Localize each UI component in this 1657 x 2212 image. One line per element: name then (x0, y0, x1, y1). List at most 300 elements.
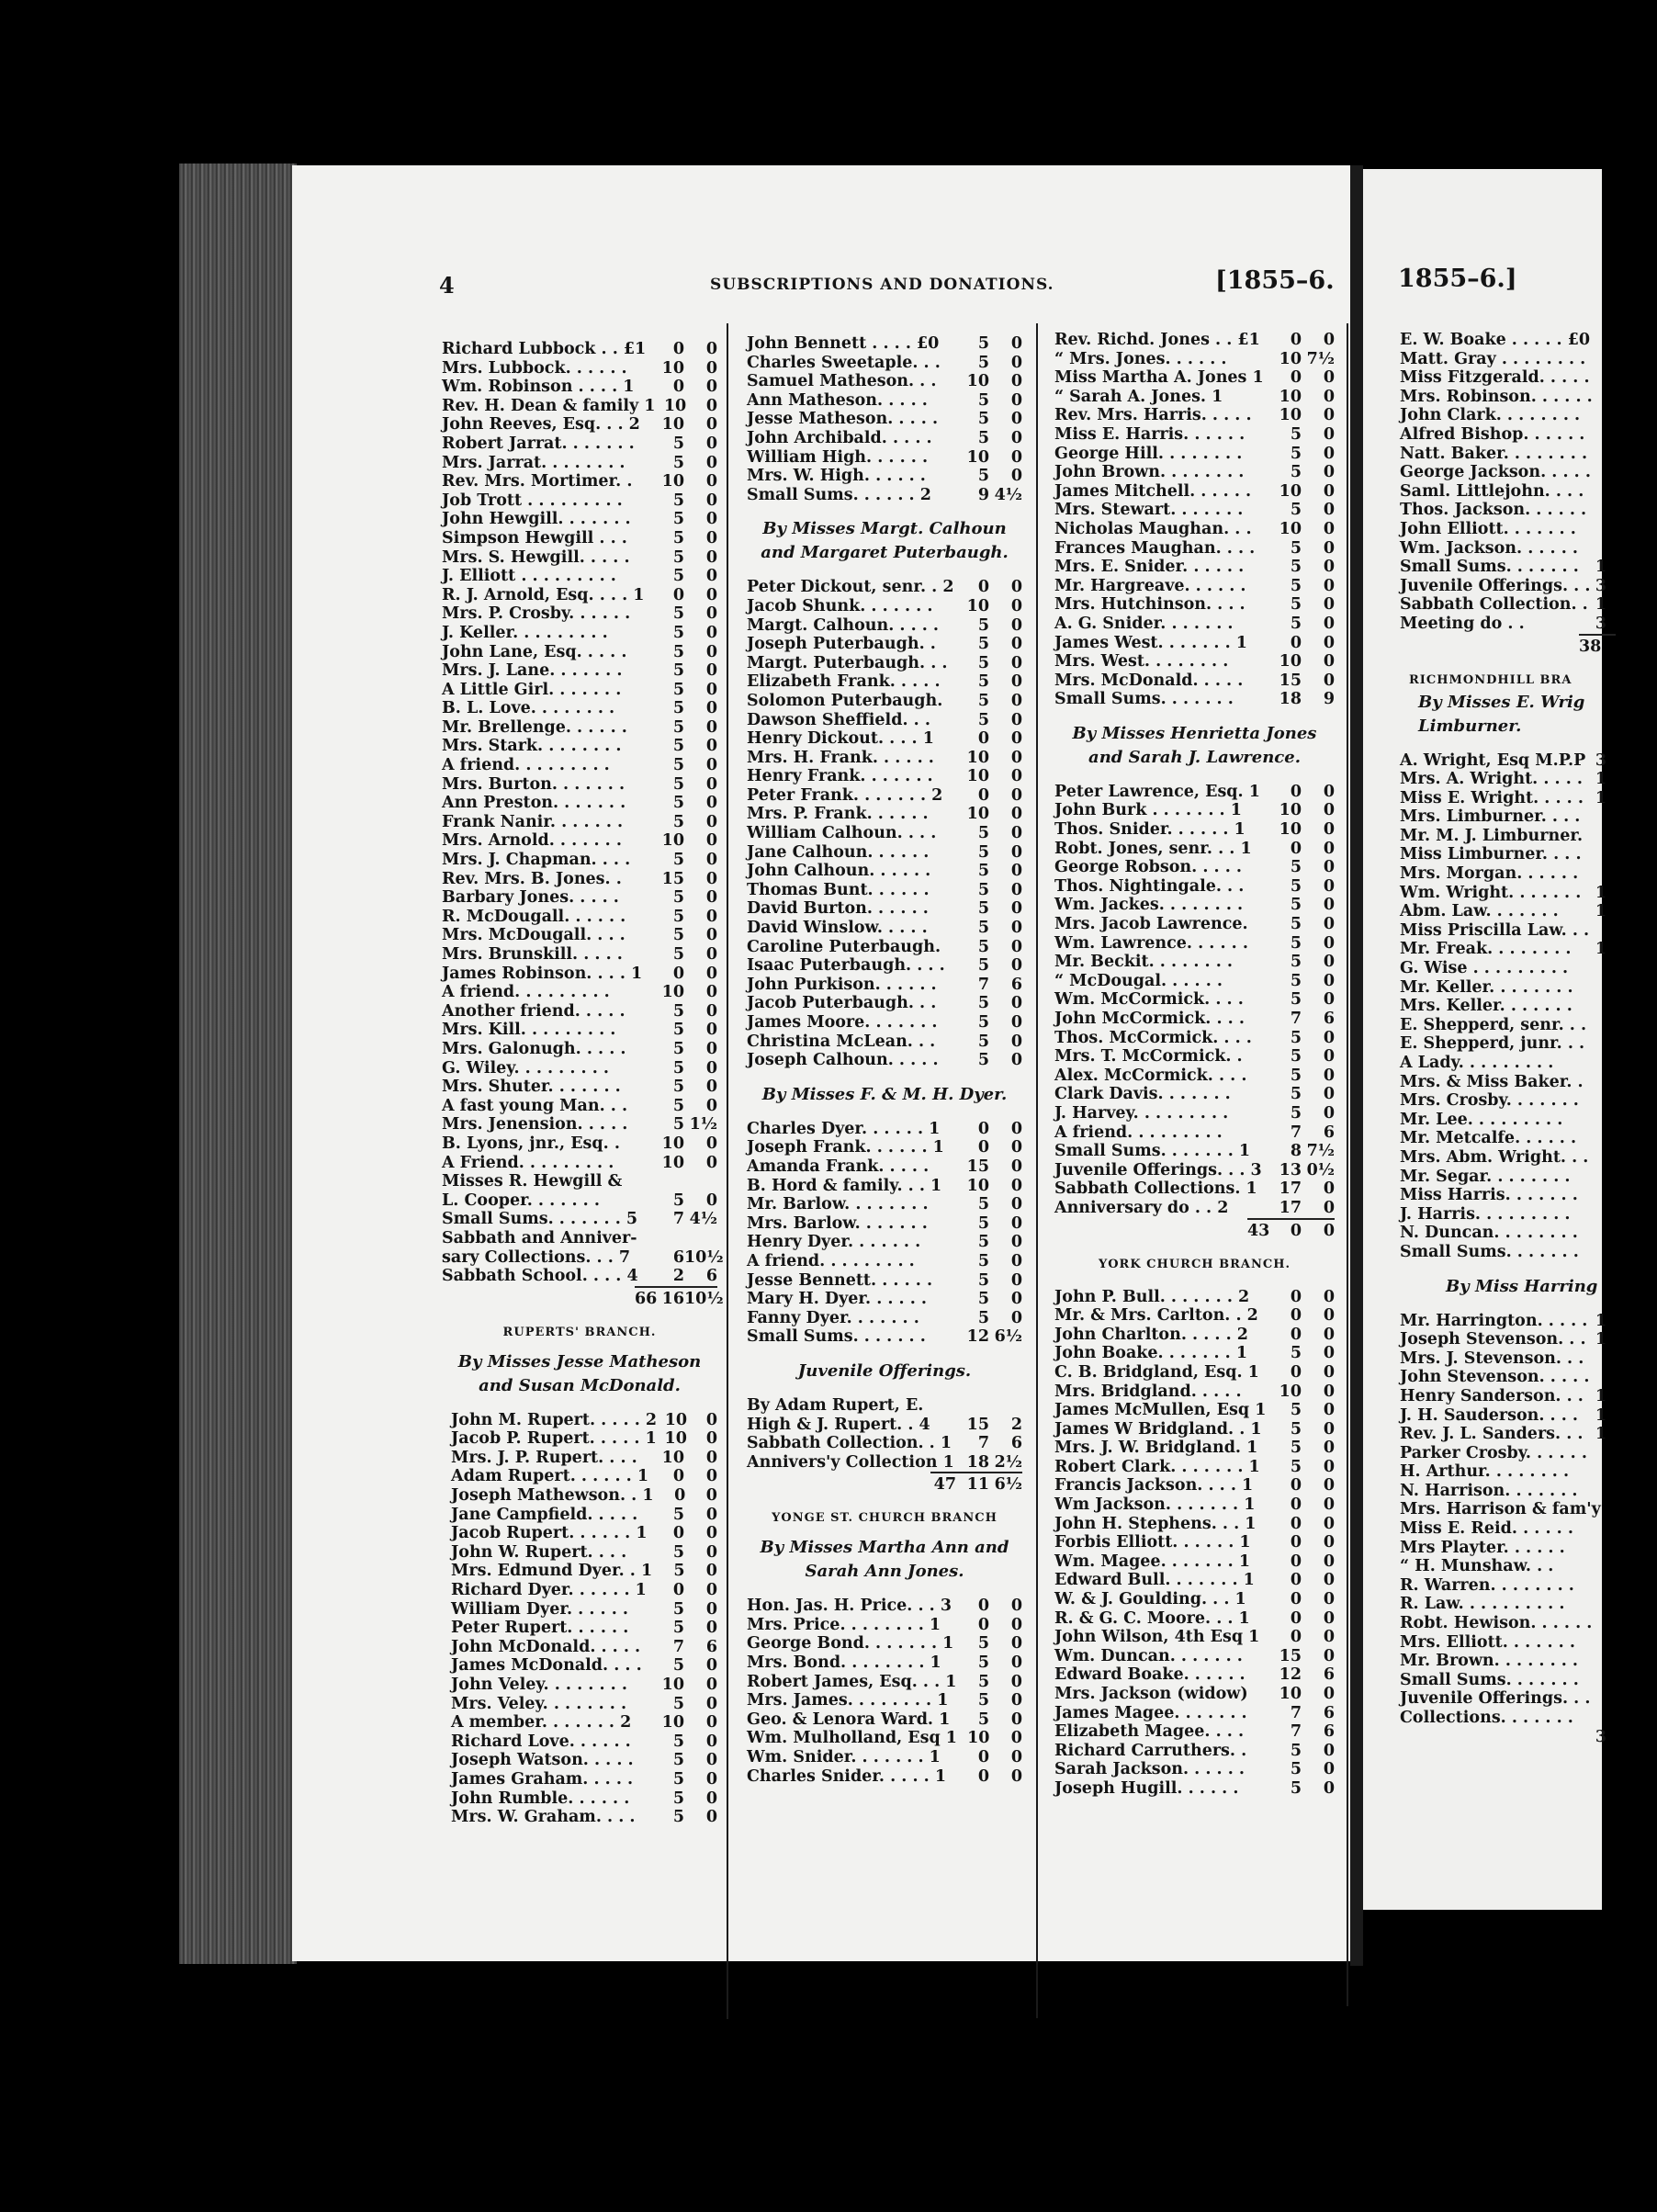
subscription-entry (442, 1191, 717, 1211)
subscription-entry (1400, 884, 1606, 903)
amount-shillings: 5 (1290, 990, 1302, 1010)
amount-shillings: 5 (672, 604, 684, 624)
subscription-entry (1054, 1476, 1335, 1495)
amount-pence: 0 (1323, 444, 1335, 463)
subscriber-name: Jane Calhoun. . . . . . (747, 842, 930, 862)
amount-shillings: 0 (672, 378, 684, 397)
amount-pence: 0 (705, 1467, 717, 1486)
amount-shillings: 5 (1290, 444, 1302, 463)
subscription-entry (1054, 1344, 1335, 1363)
subscription-entry (442, 359, 717, 378)
subscription-entry (1400, 331, 1606, 350)
subscriber-name: Mrs. Lubbock. . . . . . (442, 358, 627, 378)
subscriber-name: John McDonald. . . . . (451, 1637, 641, 1656)
amount-shillings: 5 (977, 956, 989, 976)
amount-shillings: 10 (1279, 481, 1302, 501)
amount-pence: 0 (1323, 1306, 1335, 1326)
subscription-entry (1054, 1552, 1335, 1572)
subscriber-name: Alfred Bishop. . . . . . (1400, 424, 1585, 444)
amount-pence: 0 (1010, 1710, 1022, 1729)
column-total: 66 16 10½ (635, 1286, 717, 1310)
amount-shillings: 10 (661, 1448, 684, 1467)
subscription-entry (442, 1229, 717, 1248)
amount-pence: 0 (1323, 538, 1335, 558)
subscriber-name: Mrs. Harrison & fam'y (1400, 1500, 1601, 1519)
amount-shillings: 5 (672, 1115, 684, 1134)
subscriber-name: James Graham. . . . . (451, 1769, 634, 1789)
subscription-entry (747, 578, 1022, 597)
amount-pence: 0 (705, 1713, 717, 1732)
subscription-entry (442, 415, 717, 434)
amount-pence: 0 (1010, 1195, 1022, 1214)
subscriber-name: Wm. Duncan. . . . . . . (1054, 1646, 1243, 1665)
amount-pence: 0 (705, 794, 717, 813)
column-1 (442, 340, 724, 1827)
amount-shillings: 10 (661, 1134, 684, 1153)
subscription-entry (747, 1691, 1022, 1710)
subscription-entry (747, 597, 1022, 616)
subscription-entry (442, 1059, 717, 1078)
subscriber-name: Mrs. Veley. . . . . . . . (451, 1694, 627, 1713)
subscriber-name: Mrs. Shuter. . . . . . . (442, 1078, 621, 1097)
subscriber-name: Ann Matheson. . . . . (747, 390, 928, 410)
subscriber-name: Mrs. Stark. . . . . . . . (442, 737, 622, 756)
amount-shillings: 5 (1290, 538, 1302, 558)
amount-shillings: 5 (977, 672, 989, 692)
subscription-entry (451, 1695, 717, 1714)
amount-pence: 0 (705, 1096, 717, 1115)
subscriber-name: John Archibald. . . . . (747, 428, 932, 447)
subscription-entry (442, 454, 717, 473)
amount-shillings: 5 (672, 510, 684, 529)
amount-pence: 0 (705, 737, 717, 756)
subscription-entry (442, 888, 717, 908)
subscriber-name: John Charlton. . . . . 2 (1054, 1325, 1248, 1344)
subscriber-name: B. Lyons, jnr., Esq. . (442, 1134, 620, 1153)
amount-shillings: 0 (1290, 1514, 1302, 1533)
column-total: 43 0 0 (1247, 1218, 1335, 1242)
amount-shillings: 15 (661, 869, 684, 888)
subscriber-name: Wm. Mulholland, Esq 1 (747, 1729, 957, 1748)
subscription-entry (1054, 1420, 1335, 1439)
subscriber-name: Annivers'y Collection 1 (747, 1452, 954, 1472)
amount-shillings: 5 (977, 1653, 989, 1673)
amount-pence: 0 (1323, 1590, 1335, 1609)
subscriber-name: J. Harris. . . . . . . . . (1400, 1204, 1571, 1224)
subscription-entry (1400, 978, 1606, 998)
subscription-entry (1054, 877, 1335, 897)
subscriber-name: Mrs. Elliott. . . . . . . (1400, 1632, 1575, 1652)
amount-shillings: 5 (672, 1078, 684, 1097)
subscription-entry (1054, 425, 1335, 445)
amount-shillings: 0 (1290, 1362, 1302, 1382)
subscription-entry (747, 749, 1022, 768)
subscriber-name: Mr. Segar. . . . . . . . (1400, 1167, 1571, 1186)
collectors-caption: By Misses F. & M. H. Dyer. (761, 1084, 1008, 1104)
subscriber-name: Small Sums. . . . . . . (1400, 1670, 1579, 1689)
subscriber-name: Matt. Gray . . . . . . . . (1400, 349, 1586, 368)
amount-shillings: 7 (672, 1637, 684, 1656)
subscriber-name: Mrs. Robinson. . . . . . (1400, 387, 1593, 406)
subscription-entry (1400, 406, 1606, 425)
subscription-entry (747, 1120, 1022, 1139)
subscription-entry (442, 529, 717, 548)
subscriber-name: B. Hord & family. . . 1 (747, 1176, 942, 1195)
amount-pence: 0 (1323, 1103, 1335, 1123)
page-number: 4 (439, 272, 455, 299)
subscription-entry (442, 1247, 724, 1268)
amount-shillings: 0 (977, 1119, 989, 1138)
subscriber-name: Mr. Metcalfe. . . . . . (1400, 1129, 1577, 1148)
amount-pence: 0 (1323, 463, 1335, 482)
subscriber-name: Sabbath Collection. . (1400, 595, 1588, 615)
amount-shillings: 10 (1279, 387, 1302, 406)
amount-shillings: 10 (1279, 406, 1302, 425)
subscriber-name: Miss Limburner. . . . (1400, 845, 1582, 864)
subscriber-name: Mrs. J. Lane. . . . . . . (442, 661, 623, 681)
subscriber-name: Mrs. J. P. Rupert. . . . (451, 1448, 637, 1467)
amount-shillings: 5 (977, 1691, 989, 1710)
subscriber-name: Nicholas Maughan. . . (1054, 519, 1252, 538)
subscriber-name: L. Cooper. . . . . . . (442, 1191, 600, 1210)
amount-shillings: 18 (966, 1452, 989, 1472)
subscription-entry (1054, 1382, 1335, 1402)
amount-pence: 0 (1323, 1401, 1335, 1420)
subscription-entry (1054, 1647, 1335, 1666)
subscription-entry (1054, 1199, 1335, 1218)
amount-shillings: 5 (672, 1694, 684, 1713)
subscription-entry (1054, 672, 1335, 691)
subscriber-name: Parker Crosby. . . . . . (1400, 1443, 1587, 1462)
subscriber-name: Henry Sanderson. . . (1400, 1386, 1584, 1405)
subscription-entry (451, 1789, 717, 1809)
subscription-entry (1054, 1123, 1335, 1143)
subscriber-name: A. Wright, Esq M.P.P (1400, 750, 1586, 770)
amount-shillings: 9 (977, 485, 989, 504)
subscription-entry (1400, 1482, 1606, 1501)
amount-pence: 0 (1010, 1176, 1022, 1195)
subscription-entry (1054, 595, 1335, 615)
subscription-entry (451, 1676, 717, 1695)
amount-pence: 0 (1323, 1287, 1335, 1306)
amount-pence: 0 (705, 1694, 717, 1713)
subscription-entry (1400, 1709, 1606, 1728)
subscription-entry (747, 1051, 1022, 1070)
amount-pence: 0 (1323, 671, 1335, 690)
subscription-entry (747, 1748, 1022, 1767)
subscription-entry (747, 1453, 1022, 1473)
amount-shillings: 5 (977, 1270, 989, 1290)
amount-shillings: 5 (1290, 1103, 1302, 1123)
subscription-entry (1400, 425, 1606, 445)
amount-pence: 0 (705, 1676, 717, 1694)
subscriber-name: Mrs. Price. . . . . . . . 1 (747, 1615, 941, 1634)
subscription-entry (1054, 1628, 1335, 1647)
subscriber-name: J. Harvey. . . . . . . . . (1054, 1103, 1229, 1123)
subscription-entry (1400, 1671, 1606, 1690)
subscriber-name: Mrs. J. Chapman. . . . (442, 851, 631, 870)
amount-shillings: 10 (661, 1153, 684, 1172)
amount-pence: 0 (1010, 372, 1022, 391)
subscription-entry (1400, 520, 1606, 539)
amount-pence: 0 (1323, 876, 1335, 896)
amount-shillings: 5 (977, 390, 989, 410)
subscriber-name: Robert Jarrat. . . . . . . (442, 434, 635, 453)
subscription-entry (1400, 902, 1606, 921)
subscription-entry (747, 729, 1022, 749)
subscriber-name: John P. Bull. . . . . . . 2 (1054, 1287, 1250, 1306)
amount-shillings: 5 (1290, 896, 1302, 915)
subscriber-name: R. J. Arnold, Esq. . . . 1 (442, 585, 645, 604)
subscription-entry (1054, 1010, 1335, 1029)
subscription-entry (1400, 1016, 1606, 1035)
subscriber-name: High & J. Rupert. . 4 (747, 1415, 930, 1434)
subscriber-name: Mrs. S. Hewgill. . . . . (442, 547, 630, 567)
subscriber-name: Mrs. West. . . . . . . . (1054, 652, 1229, 672)
amount-shillings: 5 (1290, 1028, 1302, 1047)
subscriber-name: Richard Carruthers. . (1054, 1741, 1247, 1760)
subscriber-name: George Jackson. . . . . (1400, 463, 1591, 482)
subscriber-name: Mrs. Arnold. . . . . . . (442, 831, 622, 851)
subscription-entry (1400, 1034, 1606, 1054)
amount-pence: 6 (1323, 1010, 1335, 1028)
subscriber-name: John McCormick. . . . (1054, 1010, 1245, 1028)
subscription-entry (1400, 445, 1606, 464)
subscriber-name: Sabbath School. . . . 4 (442, 1267, 638, 1286)
amount-pence: 0 (705, 1078, 717, 1097)
amount-pence: 0 (1323, 633, 1335, 652)
amount-shillings: 5 (977, 1634, 989, 1653)
subscription-entry (1054, 1685, 1335, 1704)
subscription-entry (1400, 751, 1606, 771)
subscription-entry (747, 1396, 1022, 1416)
subscription-entry (1054, 1742, 1335, 1761)
subscriber-name: Collections. . . . . . . (1400, 1709, 1573, 1727)
subscriber-name: Geo. & Lenora Ward. 1 (747, 1710, 951, 1729)
amount-shillings: 10 (1279, 519, 1302, 538)
subscription-entry (1400, 1519, 1606, 1539)
amount-pence: 0 (1323, 782, 1335, 801)
amount-shillings: 5 (977, 919, 989, 938)
subscription-entry (1400, 1168, 1606, 1187)
amount-pence: 0 (705, 1153, 717, 1172)
amount-pence: 0 (705, 1542, 717, 1562)
subscriber-name: James West. . . . . . . 1 (1054, 633, 1247, 652)
amount-pence: 6 (1010, 975, 1022, 994)
subscription-entry (442, 1172, 717, 1191)
amount-shillings: 5 (977, 353, 989, 372)
subscriber-name: Mrs. A. Wright. . . . . (1400, 770, 1584, 789)
amount-pence: 0 (1010, 467, 1022, 486)
subscriber-name: Rev. H. Dean & family 1 (442, 396, 656, 415)
subscription-entry (1054, 1066, 1335, 1086)
amount-shillings: 0 (977, 1766, 989, 1786)
subscriber-name: Meeting do . . (1400, 614, 1525, 633)
subscriber-name: Henry Dyer. . . . . . . (747, 1233, 921, 1252)
subscription-entry (1054, 1142, 1335, 1161)
subscription-entry (747, 616, 1022, 636)
amount-pence: 0 (705, 358, 717, 378)
amount-shillings: 5 (672, 1505, 684, 1524)
amount-pence: 6 (1010, 1434, 1022, 1453)
subscriber-name: John H. Stephens. . . 1 (1054, 1514, 1257, 1533)
page-footer-figure: 3 (1595, 1727, 1606, 1746)
amount-shillings: 5 (977, 428, 989, 447)
amount-pence: 0 (1323, 519, 1335, 538)
amount-pence: 0 (1323, 1382, 1335, 1401)
amount-pence: 0 (1010, 1672, 1022, 1691)
subscription-entry (442, 870, 717, 889)
ledger-page-left (292, 165, 1350, 1961)
subscription-entry (747, 1710, 1022, 1730)
amount-shillings: 5 (1290, 1047, 1302, 1066)
subscription-entry (1054, 1665, 1335, 1685)
subscriber-name: John Purkison. . . . . . (747, 975, 937, 994)
amount-shillings: 5 (672, 1039, 684, 1058)
amount-pence: 0 (705, 812, 717, 831)
amount-pence: 0 (1323, 1344, 1335, 1363)
subscription-entry (1400, 1054, 1606, 1073)
amount-shillings: 5 (672, 1656, 684, 1676)
amount-shillings: 0 (977, 729, 989, 749)
subscriber-name: John Hewgill. . . . . . . (442, 510, 631, 529)
subscriber-name: Mr. Hargreave. . . . . . (1054, 576, 1246, 595)
subscription-entry (747, 1434, 1022, 1453)
amount-pence: 2½ (994, 1452, 1022, 1472)
amount-pence: 0 (705, 983, 717, 1002)
amount-pence: 0 (705, 415, 717, 434)
amount-shillings: 5 (672, 812, 684, 831)
subscriber-name: Edward Bull. . . . . . . 1 (1054, 1571, 1255, 1590)
amount-shillings: 0 (977, 1615, 989, 1634)
subscriber-name: Job Trott . . . . . . . . . (442, 491, 623, 510)
amount-pence: 0 (1323, 1066, 1335, 1085)
subscriber-name: Robt. Jones, senr. . . 1 (1054, 839, 1252, 858)
subscriber-name: William Calhoun. . . . (747, 824, 937, 843)
subscription-entry (1054, 406, 1335, 425)
subscriber-name: Mr. Keller. . . . . . . . (1400, 977, 1573, 997)
subscriber-name: G. Wise . . . . . . . . . (1400, 959, 1569, 978)
subscriber-name: Joseph Hugill. . . . . . (1054, 1778, 1239, 1798)
amount-pence: 0 (1323, 1028, 1335, 1047)
subscription-entry (1400, 368, 1606, 388)
subscription-entry (1400, 1368, 1606, 1387)
subscriber-name: Rev. Richd. Jones . . £1 (1054, 331, 1260, 349)
subscriber-name: Mrs. Keller. . . . . . . (1400, 997, 1572, 1016)
subscription-entry (1400, 501, 1606, 520)
amount-pence: 0 (1323, 1495, 1335, 1515)
amount-pence: 0 (1010, 767, 1022, 786)
amount-shillings: 5 (672, 1001, 684, 1021)
subscription-entry (442, 567, 717, 586)
subscriber-name: William High. . . . . . (747, 447, 929, 467)
amount-pence: 0 (1010, 1615, 1022, 1634)
amount-shillings: 5 (1290, 933, 1302, 953)
subscriber-name: H. Arthur. . . . . . . . (1400, 1462, 1570, 1482)
amount-pence: 0 (705, 851, 717, 870)
subscriber-name: Small Sums. . . . . . . 5 (442, 1210, 638, 1229)
amount-shillings: 0 (1290, 1306, 1302, 1326)
amount-pence: 0 (705, 453, 717, 472)
subscriber-name: A Little Girl. . . . . . . (442, 680, 622, 699)
amount-shillings: 2 (672, 1267, 684, 1286)
amount-pence: 6 (705, 1637, 717, 1656)
subscriber-name: Jesse Bennett. . . . . . (747, 1270, 933, 1290)
subscription-entry (1054, 501, 1335, 520)
subscription-entry (747, 1013, 1022, 1033)
amount-shillings: 5 (673, 1562, 685, 1581)
subscriber-name: Jane Campfield. . . . . (451, 1505, 638, 1524)
amount-pence: 0 (1010, 1691, 1022, 1710)
amount-shillings: 5 (1290, 558, 1302, 577)
amount-pence: 0 (705, 567, 717, 586)
subscriber-name: Joseph Watson. . . . . (451, 1751, 634, 1770)
amount-pence: 0 (705, 604, 717, 624)
amount-shillings: 5 (1290, 576, 1302, 595)
subscriber-list (1400, 751, 1606, 1262)
subscription-entry (451, 1638, 717, 1657)
subscriber-name: Small Sums. . . . . . . (1054, 690, 1234, 709)
amount-shillings: 5 (672, 567, 684, 586)
subscription-entry (747, 919, 1022, 938)
subscriber-name: Mrs. Stewart. . . . . . . (1054, 501, 1244, 520)
subscription-entry (747, 1195, 1022, 1214)
subscription-entry (1400, 595, 1606, 615)
amount-pence: 0 (705, 831, 717, 851)
amount-pence: 0 (1010, 1634, 1022, 1653)
subscription-entry (747, 1729, 1022, 1748)
subscriber-list (747, 1120, 1022, 1347)
amount-pence: 0 (1323, 915, 1335, 934)
amount-shillings: 10 (966, 596, 989, 615)
amount-pence: 0 (705, 642, 717, 661)
subscriber-name: Mrs. Edmund Dyer. . 1 (451, 1562, 653, 1581)
amount-shillings: 10 (661, 472, 684, 491)
subscriber-name: James Moore. . . . . . . (747, 1013, 938, 1032)
subscription-entry (1054, 1458, 1335, 1477)
subscription-entry (1400, 940, 1606, 959)
subscription-entry (747, 1033, 1022, 1052)
subscription-entry (442, 737, 717, 756)
subscriber-name: R. & G. C. Moore. . . 1 (1054, 1608, 1250, 1628)
subscription-entry (1054, 1571, 1335, 1590)
subscriber-name: Mrs. Limburner. . . . (1400, 807, 1581, 827)
subscriber-name: John Wilson, 4th Esq 1 (1054, 1628, 1260, 1647)
amount-shillings: 5 (977, 842, 989, 862)
subscription-entry (442, 661, 717, 681)
subscription-entry (747, 1233, 1022, 1252)
amount-shillings: 5 (1290, 953, 1302, 972)
subscription-entry (1054, 1722, 1335, 1742)
amount-shillings: 10 (966, 748, 989, 767)
subscription-entry (747, 1634, 1022, 1653)
subscriber-name: Wm. Snider. . . . . . . 1 (747, 1748, 941, 1767)
amount-pence: 0 (1323, 1198, 1335, 1217)
subscription-entry (451, 1808, 717, 1827)
subscription-entry (1400, 1406, 1606, 1426)
subscriber-name: Francis Jackson. . . . 1 (1054, 1476, 1254, 1495)
subscriber-name: R. Law. . . . . . . . . . (1400, 1595, 1565, 1614)
amount-pence: 0 (1323, 1646, 1335, 1665)
amount-pence: 0 (1010, 1213, 1022, 1233)
amount-pence: 0 (705, 1656, 717, 1676)
amount-pence: 0½ (1306, 1160, 1335, 1179)
amount-shillings: 5 (672, 434, 684, 453)
amount-pence: 0 (1323, 839, 1335, 858)
subscription-entry (442, 1134, 717, 1154)
subscriber-name: Mr. Barlow. . . . . . . . (747, 1195, 929, 1214)
amount-pence: 0 (705, 1410, 717, 1429)
